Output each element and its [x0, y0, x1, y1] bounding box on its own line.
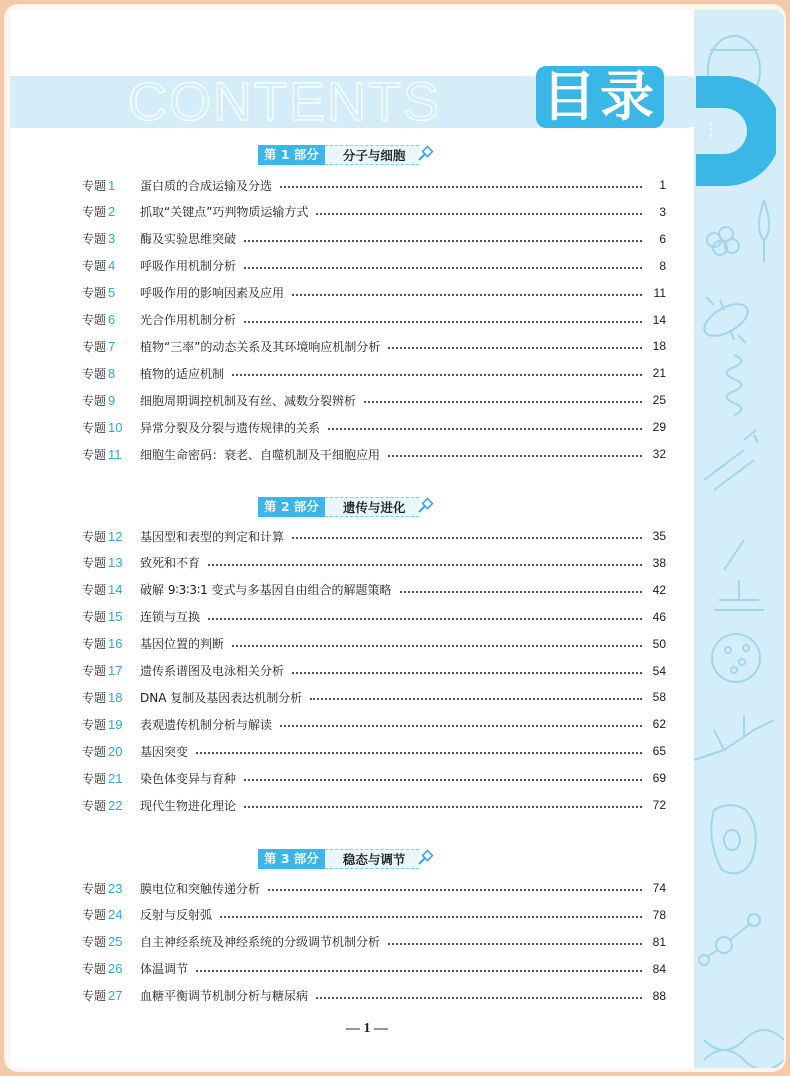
topic-prefix: 专题 [82, 529, 107, 544]
topic-number [82, 635, 140, 652]
dot-leader [244, 321, 642, 323]
topic-prefix: 专题 [82, 989, 107, 1004]
topic-title: 体温调节 [140, 962, 189, 977]
toc-entry[interactable] [82, 987, 666, 1005]
topic-index: 24 [108, 907, 123, 923]
toc-entry[interactable] [82, 445, 666, 463]
topic-index: 13 [108, 555, 123, 571]
topic-number [82, 446, 140, 463]
topic-index: 3 [108, 231, 116, 247]
topic-number [82, 554, 140, 571]
toc-entry[interactable] [82, 527, 666, 545]
topic-number [82, 230, 140, 247]
topic-index: 25 [108, 934, 123, 950]
pin-icon [413, 848, 435, 870]
topic-title: 连锁与互换 [140, 610, 201, 625]
topic-number [82, 716, 140, 733]
topic-title: 植物“三率”的动态关系及其环境响应机制分析 [140, 339, 381, 354]
page-ref: 58 [652, 690, 666, 705]
dot-leader [244, 806, 642, 808]
topic-index: 27 [108, 988, 123, 1004]
section-part-label: 第 2 部分 [258, 497, 325, 517]
page-number: — 1 — [346, 1021, 388, 1036]
topic-index: 12 [108, 528, 123, 544]
topic-index: 16 [108, 636, 123, 652]
dot-leader [232, 645, 642, 647]
toc-entry[interactable] [82, 960, 666, 978]
topic-prefix: 专题 [82, 259, 107, 274]
page-ref: 65 [652, 744, 666, 759]
topic-index: 22 [108, 797, 123, 813]
dot-leader [316, 213, 642, 215]
toc-entry[interactable] [82, 176, 666, 194]
topic-prefix: 专题 [82, 717, 107, 732]
page-ref: 74 [652, 881, 666, 895]
topic-index: 15 [108, 609, 123, 625]
topic-prefix: 专题 [82, 908, 107, 923]
topic-index: 23 [108, 880, 123, 896]
page-ref: 69 [652, 771, 666, 786]
topic-title: 呼吸作用的影响因素及应用 [140, 286, 285, 301]
topic-number [82, 528, 140, 545]
page-ref: 11 [653, 285, 666, 300]
topic-index: 20 [108, 743, 123, 759]
topic-index: 14 [108, 582, 123, 598]
pin-icon [413, 496, 435, 518]
page-ref: 38 [652, 555, 666, 570]
topic-title: 抓取“关键点”巧判物质运输方式 [140, 205, 309, 220]
dot-leader [400, 591, 642, 593]
dot-leader [268, 889, 642, 891]
topic-prefix: 专题 [82, 962, 107, 977]
page-ref: 29 [652, 420, 666, 435]
dot-leader [388, 943, 642, 945]
page-ref: 54 [652, 663, 666, 678]
topic-title: 基因突变 [140, 744, 189, 759]
page-ref: 6 [659, 231, 666, 246]
page-ref: 25 [652, 393, 666, 408]
page-ref: 78 [652, 907, 666, 922]
section-title: 遗传与进化 [325, 497, 420, 517]
dot-leader [292, 672, 642, 674]
topic-number [82, 581, 140, 598]
topic-prefix: 专题 [82, 690, 107, 705]
topic-number [82, 392, 140, 409]
dot-leader [328, 428, 642, 430]
topic-prefix: 专题 [82, 313, 107, 327]
toc-entry[interactable] [82, 662, 666, 680]
dot-leader [280, 725, 642, 727]
dot-leader [244, 240, 642, 242]
topic-prefix: 专题 [82, 610, 107, 625]
section-header-2 [258, 497, 435, 517]
topic-index: 11 [108, 446, 122, 462]
topic-number [82, 203, 140, 220]
toc-entry[interactable] [82, 364, 666, 382]
topic-prefix: 专题 [82, 339, 107, 354]
toc-entry[interactable] [82, 554, 666, 572]
dot-leader [196, 970, 642, 972]
pin-icon [413, 144, 435, 166]
toc-entry[interactable] [82, 230, 666, 248]
dot-leader [208, 618, 642, 620]
dot-leader [244, 779, 642, 781]
dot-leader [292, 294, 642, 296]
toc-entry[interactable] [82, 257, 666, 275]
toc-entry[interactable] [82, 742, 666, 760]
topic-number [82, 257, 140, 274]
topic-index: 8 [108, 365, 116, 381]
dot-leader [364, 401, 642, 403]
page-ref: 50 [652, 636, 666, 651]
topic-title: 植物的适应机制 [140, 366, 225, 381]
topic-prefix: 专题 [82, 935, 107, 950]
topic-index: 17 [108, 663, 123, 678]
section-part-label: 第 1 部分 [258, 145, 325, 165]
topic-prefix: 专题 [82, 420, 107, 435]
topic-prefix: 专题 [82, 286, 107, 301]
topic-title: 细胞周期调控机制及有丝、减数分裂辨析 [140, 393, 357, 408]
toc-entry[interactable] [82, 581, 666, 599]
topic-number [82, 770, 140, 787]
toc-entry[interactable] [82, 337, 666, 355]
toc-entry[interactable] [82, 391, 666, 409]
topic-number [82, 880, 140, 897]
topic-index: 5 [108, 285, 116, 301]
contents-word: CONTENTS [128, 72, 441, 132]
topic-title: 自主神经系统及神经系统的分级调节机制分析 [140, 935, 381, 950]
topic-prefix: 专题 [82, 798, 107, 813]
topic-number [82, 797, 140, 814]
topic-title: 呼吸作用机制分析 [140, 259, 237, 274]
page-ref: 18 [652, 339, 666, 354]
topic-prefix: 专题 [82, 881, 107, 896]
toc-entry[interactable] [82, 879, 666, 897]
topic-prefix: 专题 [82, 556, 107, 571]
toc-entry[interactable] [82, 933, 666, 951]
topic-number [82, 689, 140, 706]
section-header-1 [258, 145, 435, 165]
topic-number [82, 933, 140, 950]
topic-number [82, 177, 140, 194]
topic-number [82, 662, 140, 679]
page-ref: 21 [652, 366, 666, 381]
toc-entry[interactable] [82, 284, 666, 302]
topic-prefix: 专题 [82, 447, 107, 462]
section-title: 分子与细胞 [325, 145, 420, 165]
page-ref: 32 [652, 447, 666, 461]
dot-leader [316, 997, 642, 999]
topic-title: 染色体变异与育种 [140, 771, 237, 786]
toc-entry[interactable] [82, 635, 666, 653]
dot-leader [208, 564, 642, 566]
toc-entry[interactable] [82, 796, 666, 814]
topic-index: 10 [108, 419, 123, 435]
page-ref: 42 [652, 582, 666, 597]
topic-title: 细胞生命密码：衰老、自噬机制及干细胞应用 [140, 447, 381, 462]
topic-number [82, 960, 140, 977]
page-ref: 46 [652, 609, 666, 624]
page-ref: 62 [652, 717, 666, 732]
topic-prefix: 专题 [82, 664, 107, 678]
topic-title: 蛋白质的合成运输及分选 [140, 178, 273, 193]
topic-index: 4 [108, 258, 116, 274]
topic-number [82, 338, 140, 355]
topic-index: 21 [108, 770, 123, 786]
topic-number [82, 906, 140, 923]
topic-title: 现代生物进化理论 [140, 798, 237, 813]
page-title: 目录 [536, 66, 664, 128]
topic-prefix: 专题 [82, 637, 107, 652]
topic-prefix: 专题 [82, 205, 107, 220]
topic-number [82, 419, 140, 436]
header-curl-decoration [696, 76, 776, 186]
topic-prefix: 专题 [82, 232, 107, 247]
topic-title: 膜电位和突触传递分析 [140, 881, 261, 896]
section-header-3 [258, 849, 435, 869]
page-ref: 8 [659, 258, 666, 273]
toc-entry[interactable] [82, 311, 666, 329]
topic-title: 异常分裂及分裂与遗传规律的关系 [140, 420, 321, 435]
topic-title: 反射与反射弧 [140, 908, 213, 923]
page-ref: 84 [652, 961, 666, 976]
topic-title: 遗传系谱图及电泳相关分析 [140, 664, 285, 678]
page-ref: 88 [652, 988, 666, 1003]
dot-leader [280, 186, 642, 188]
topic-index: 1 [108, 177, 116, 193]
page-ref: 1 [659, 178, 666, 192]
dot-leader [232, 374, 642, 376]
topic-number [82, 743, 140, 760]
topic-number [82, 311, 140, 328]
topic-prefix: 专题 [82, 771, 107, 786]
topic-title: 基因型和表型的判定和计算 [140, 529, 285, 544]
topic-number [82, 365, 140, 382]
topic-index: 9 [108, 392, 116, 408]
dot-leader [310, 698, 642, 700]
dot-leader [388, 347, 642, 349]
dot-leader [196, 752, 642, 754]
topic-prefix: 专题 [82, 393, 107, 408]
topic-title: 血糖平衡调节机制分析与糖尿病 [140, 989, 309, 1004]
topic-index: 6 [108, 312, 116, 327]
page-ref: 81 [652, 934, 666, 949]
topic-prefix: 专题 [82, 366, 107, 381]
page-ref: 3 [659, 204, 666, 219]
toc-entry[interactable] [82, 688, 666, 706]
topic-title: 致死和不育 [140, 556, 201, 571]
topic-title: DNA 复制及基因表达机制分析 [140, 690, 303, 705]
topic-number [82, 284, 140, 301]
topic-index: 7 [108, 338, 116, 354]
dot-leader [220, 916, 642, 918]
topic-index: 19 [108, 716, 123, 732]
topic-prefix: 专题 [82, 583, 107, 598]
page-ref: 14 [652, 312, 666, 327]
toc-entry[interactable] [82, 715, 666, 733]
dot-leader [388, 455, 642, 457]
topic-title: 表观遗传机制分析与解读 [140, 717, 273, 732]
topic-prefix: 专题 [82, 178, 107, 193]
section-part-label: 第 3 部分 [258, 849, 325, 869]
topic-index: 26 [108, 961, 123, 977]
topic-title: 光合作用机制分析 [140, 313, 237, 327]
dot-leader [244, 267, 642, 269]
toc-entry[interactable] [82, 906, 666, 924]
toc-entry[interactable] [82, 769, 666, 787]
topic-number [82, 987, 140, 1004]
dot-leader [292, 537, 642, 539]
topic-number [82, 608, 140, 625]
topic-index: 18 [108, 689, 123, 705]
page-ref: 72 [652, 798, 666, 812]
topic-title: 基因位置的判断 [140, 637, 225, 652]
toc-entry[interactable] [82, 203, 666, 221]
page-ref: 35 [652, 529, 666, 543]
topic-title: 酶及实验思维突破 [140, 232, 237, 247]
topic-title: 破解 9∶3∶3∶1 变式与多基因自由组合的解题策略 [140, 583, 392, 598]
section-title: 稳态与调节 [325, 849, 420, 869]
toc-entry[interactable] [82, 418, 666, 436]
toc-entry[interactable] [82, 608, 666, 626]
topic-prefix: 专题 [82, 744, 107, 759]
topic-index: 2 [108, 204, 116, 220]
